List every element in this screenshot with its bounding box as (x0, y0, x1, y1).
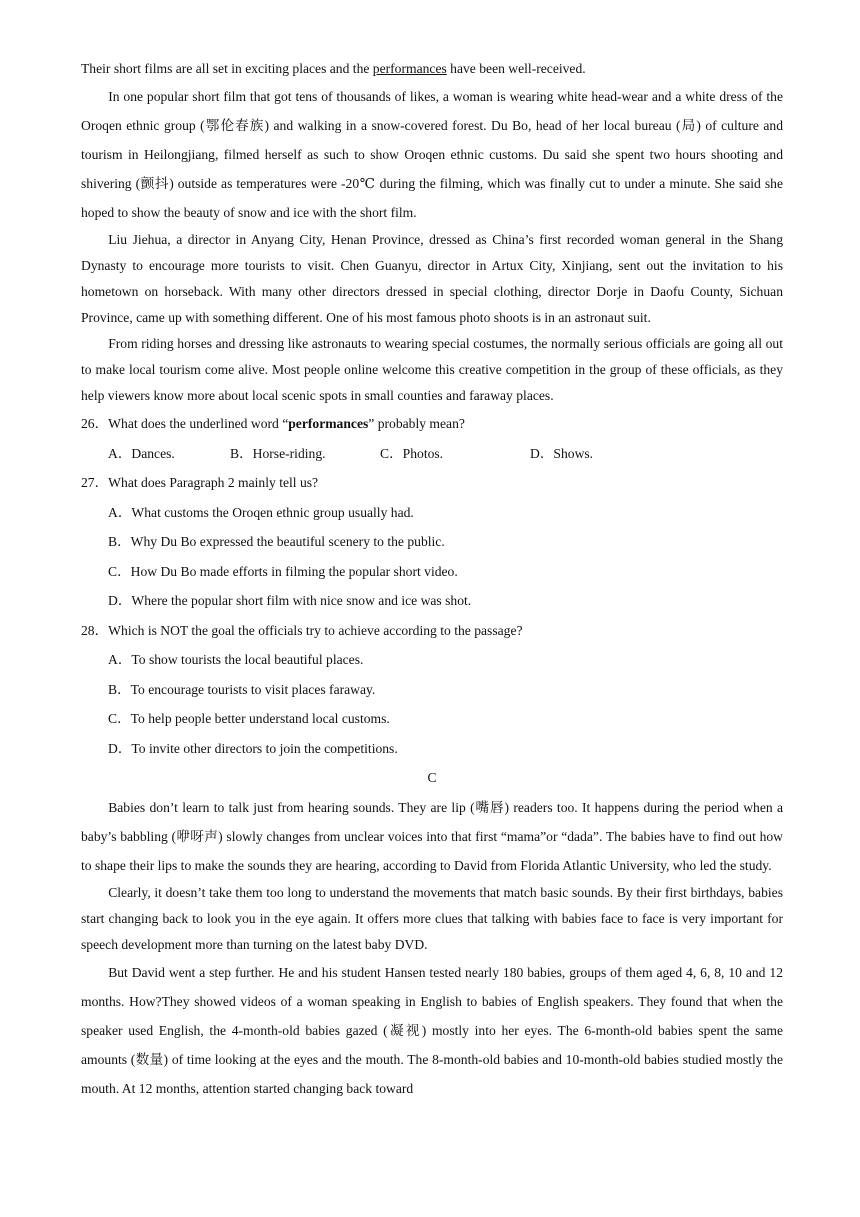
question-26: 26．What does the underlined word “performances” probably mean? (81, 416, 465, 431)
section-heading-c: C (427, 770, 437, 785)
passage-b-paragraph-2: In one popular short film that got tens of thousands of likes, a woman is wearing white head-wear and a white dress of the Oroqen ethnic group (鄂伦春族) and walking in a snow-covered forest. Du Bo, head of her local bureau (局) of culture and tourism in Heilongjiang, filmed herself as such to show Oroqen ethnic customs. Du said she spent two hours shooting and shivering (颤抖) outside as temperatures were -20℃ during the filming, which was finally cut to under a minute. She said she hoped to show the beauty of snow and ice with the short film. (81, 89, 783, 220)
passage-b-paragraph-4: From riding horses and dressing like astronauts to wearing special costumes, the normally serious officials are going all out to make local tourism come alive. Most people online welcome this creative competition in the group of these officials, as they help viewers know more about local scenic spots in small counties and faraway places. (81, 336, 783, 403)
passage-b-paragraph-1: Their short films are all set in exciting places and the performances have been well-received. (81, 61, 586, 76)
passage-c-paragraph-1: Babies don’t learn to talk just from hearing sounds. They are lip (嘴唇) readers too. It happens during the period when a baby’s babbling (咿呀声) slowly changes from unclear voices into that first “mama”or “dada”. The babies have to find out how to shape their lips to make the sounds they are hearing, according to David from Florida Atlantic University, who led the study. (81, 800, 783, 873)
passage-c-paragraph-3: But David went a step further. He and his student Hansen tested nearly 180 babies, groups of them aged 4, 6, 8, 10 and 12 months. How?They showed videos of a woman speaking in English to babies of English speakers. They found that when the speaker used English, the 4-month-old babies gazed (凝视) mostly into her eyes. The 6-month-old babies spent the same amounts (数量) of time looking at the eyes and the mouth. The 8-month-old babies and 10-month-old babies studied mostly the mouth. At 12 months, attention started changing back toward (81, 965, 783, 1096)
question-26-options (81, 439, 783, 469)
option-28-c: C．To help people better understand local customs. (108, 711, 390, 726)
option-27-a: A．What customs the Oroqen ethnic group usually had. (108, 504, 414, 520)
question-28: 28．Which is NOT the goal the officials try to achieve according to the passage? (81, 622, 523, 638)
option-28-b: B．To encourage tourists to visit places faraway. (108, 681, 376, 697)
option-26-b: B．Horse-riding. (230, 445, 326, 461)
option-28-a: A．To show tourists the local beautiful places. (108, 652, 364, 667)
option-27-d: D．Where the popular short film with nice snow and ice was shot. (108, 593, 472, 608)
exam-page (81, 56, 783, 1103)
passage-c-paragraph-2: Clearly, it doesn’t take them too long to understand the movements that match basic sounds. By their first birthdays, babies start changing back to look you in the eye again. It offers more clues that talking with babies face to face is very important for speech development more than turning on the latest baby DVD. (81, 885, 783, 952)
option-26-c: C．Photos. (380, 445, 444, 461)
option-26-a: A．Dances. (108, 445, 175, 461)
option-27-b: B．Why Du Bo expressed the beautiful scenery to the public. (108, 534, 445, 549)
underlined-word: performances (372, 61, 447, 76)
option-28-d: D．To invite other directors to join the competitions. (108, 740, 398, 756)
question-27: 27．What does Paragraph 2 mainly tell us? (81, 475, 319, 490)
option-27-c: C．How Du Bo made efforts in filming the popular short video. (108, 563, 458, 579)
option-26-d: D．Shows. (530, 445, 594, 461)
passage-b-paragraph-3: Liu Jiehua, a director in Anyang City, Henan Province, dressed as China’s first recorded woman general in the Shang Dynasty to encourage more tourists to visit. Chen Guanyu, director in Artux City, Xinjiang, sent out the invitation to his hometown on horseback. With many other directors dressed in special clothing, director Dorje in Daofu County, Sichuan Province, came up with something different. One of his most famous photo shoots is in an astronaut suit. (81, 232, 783, 325)
